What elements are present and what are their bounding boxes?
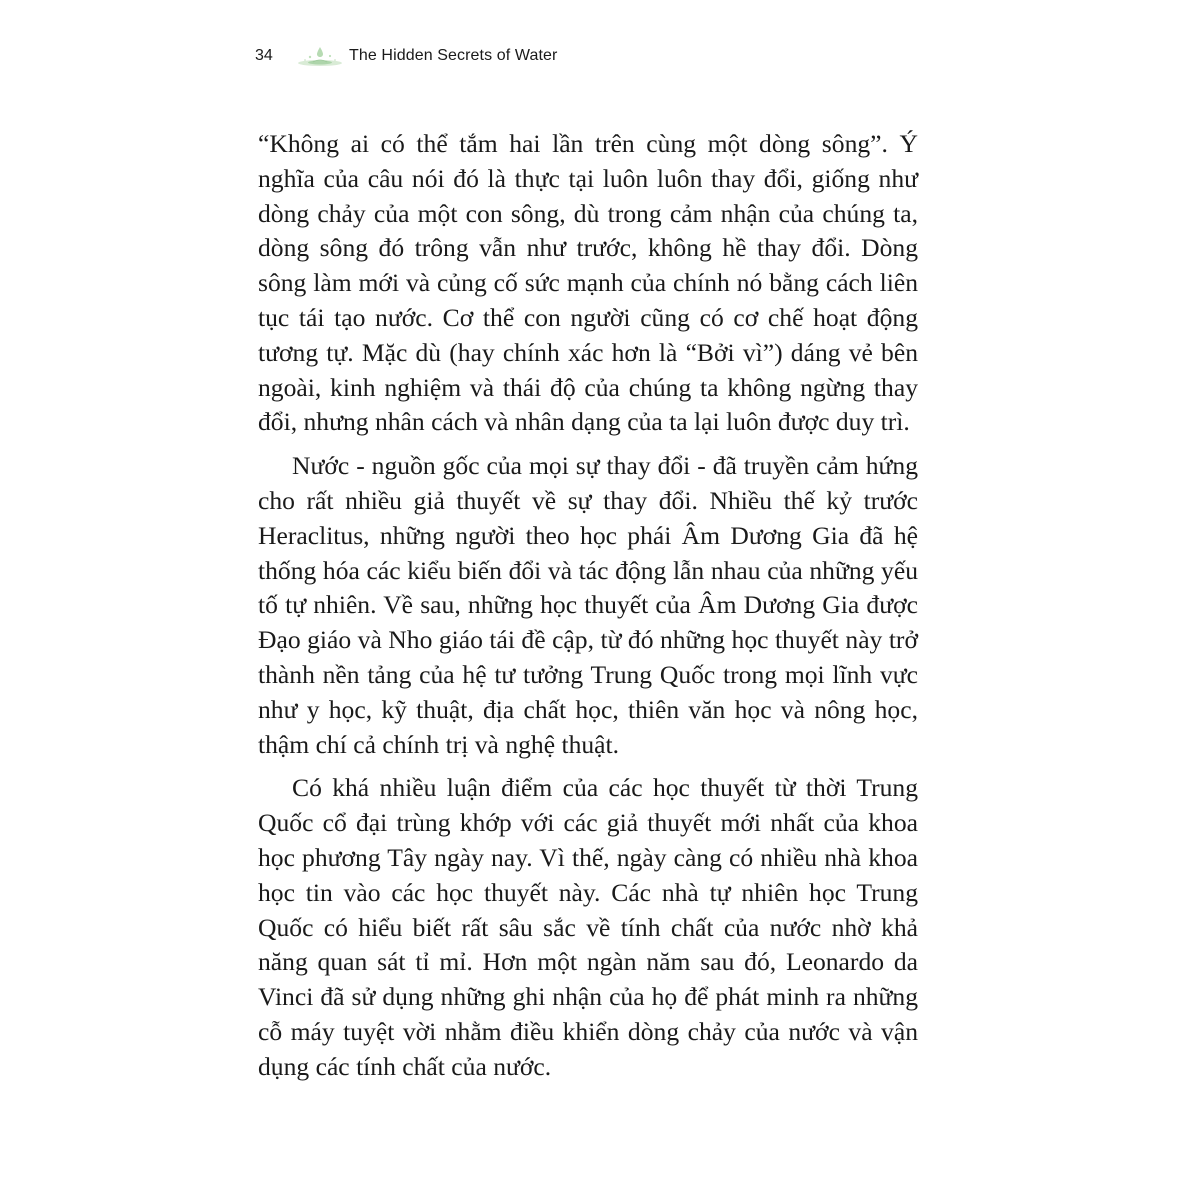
paragraph-1: “Không ai có thể tắm hai lần trên cùng một dòng sông”. Ý nghĩa của câu nói đó là thực tại luôn luôn thay đổi, giống như dòng chảy của một con sông, dù trong cảm nhận của chúng ta, dòng sông đó trông vẫn như trước, không hề thay đổi. Dòng sông làm mới và củng cố sức mạnh của chính nó bằng cách liên tục tái tạo nước. Cơ thể con người cũng có cơ chế hoạt động tương tự. Mặc dù (hay chính xác hơn là “Bởi vì”) dáng vẻ bên ngoài, kinh nghiệm và thái độ của chúng ta không ngừng thay đổi, nhưng nhân cách và nhân dạng của ta lại luôn được duy trì. xyxy=(258,129,918,437)
page-number: 34 xyxy=(255,47,273,64)
paragraph-2: Nước - nguồn gốc của mọi sự thay đổi - đã truyền cảm hứng cho rất nhiều giả thuyết về sự thay đổi. Nhiều thế kỷ trước Heraclitus, những người theo học phái Âm Dương Gia đã hệ thống hóa các kiểu biến đổi và tác động lẫn nhau của những yếu tố tự nhiên. Về sau, những học thuyết của Âm Dương Gia được Đạo giáo và Nho giáo tái đề cập, từ đó những học thuyết này trở thành nền tảng của hệ tư tưởng Trung Quốc trong mọi lĩnh vực như y học, kỹ thuật, địa chất học, thiên văn học và nông học, thậm chí cả chính trị và nghệ thuật. xyxy=(258,451,918,759)
body-text xyxy=(258,127,918,1085)
running-header xyxy=(255,40,557,72)
paragraph-3: Có khá nhiều luận điểm của các học thuyết từ thời Trung Quốc cổ đại trùng khớp với các giả thuyết mới nhất của khoa học phương Tây ngày nay. Vì thế, ngày càng có nhiều nhà khoa học tin vào các học thuyết này. Các nhà tự nhiên học Trung Quốc có hiểu biết rất sâu sắc về tính chất của nước nhờ khả năng quan sát tỉ mỉ. Hơn một ngàn năm sau đó, Leonardo da Vinci đã sử dụng những ghi nhận của họ để phát minh ra những cỗ máy tuyệt vời nhằm điều khiển dòng chảy của nước và vận dụng các tính chất của nước. xyxy=(258,773,918,1081)
water-droplet-splash-icon xyxy=(295,43,345,69)
book-title: The Hidden Secrets of Water xyxy=(349,47,558,64)
